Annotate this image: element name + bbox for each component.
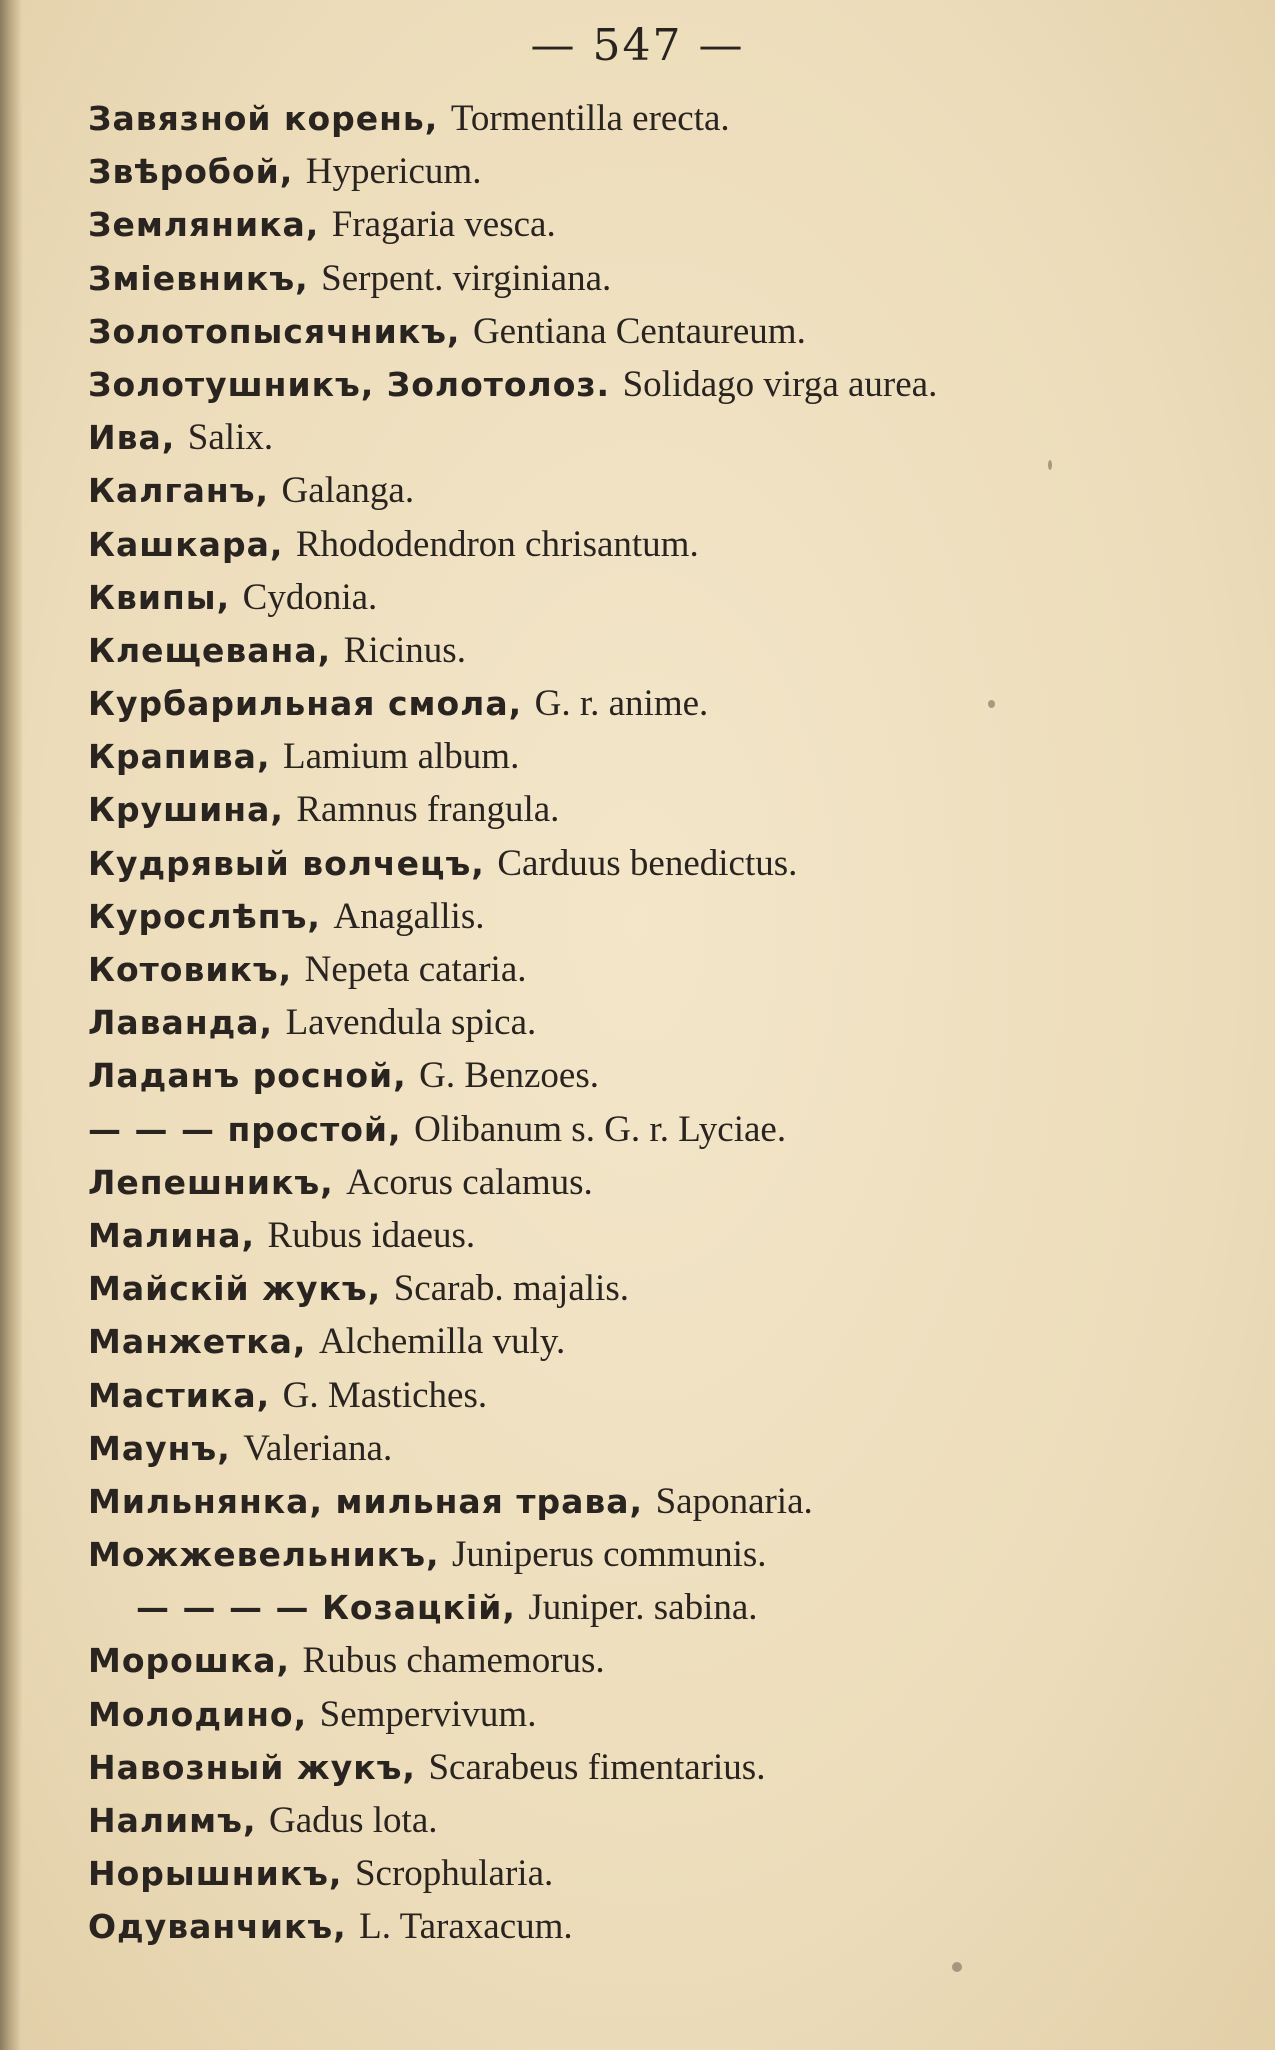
latin-name: Juniper. sabina. xyxy=(528,1587,758,1629)
latin-name: Nepeta cataria. xyxy=(304,949,527,990)
russian-name: — — — — Козацкій, xyxy=(136,1588,529,1628)
latin-name: Anagallis. xyxy=(333,895,485,937)
list-item xyxy=(88,1794,1228,1847)
latin-name: Carduus benedictus. xyxy=(497,842,798,884)
list-item xyxy=(88,1315,1228,1368)
russian-name: Можжевельникъ, xyxy=(88,1535,453,1575)
latin-name: Lavendula spica. xyxy=(285,1002,537,1044)
russian-name: Земляника, xyxy=(88,205,332,245)
list-item xyxy=(88,464,1228,517)
russian-name: Кашкара, xyxy=(88,524,296,564)
russian-name: Лепешникъ, xyxy=(88,1162,347,1202)
latin-name: Ramnus frangula. xyxy=(296,789,560,831)
list-item xyxy=(88,1688,1228,1741)
latin-name: Solidago virga aurea. xyxy=(622,363,938,405)
russian-name: Курбарильная смола, xyxy=(88,684,535,724)
latin-name: Rhododendron chrisantum. xyxy=(295,523,699,565)
list-item xyxy=(88,305,1228,358)
latin-name: Scrophularia. xyxy=(354,1853,554,1895)
russian-name: Лаванда, xyxy=(88,1003,286,1043)
list-item xyxy=(88,252,1228,305)
latin-name: G. r. anime. xyxy=(534,683,709,725)
russian-name: Звѣробой, xyxy=(88,152,306,192)
list-item xyxy=(88,518,1228,571)
list-item xyxy=(88,198,1228,251)
list-item xyxy=(88,1369,1228,1422)
russian-name: Малина, xyxy=(88,1215,268,1255)
page-gutter xyxy=(0,0,22,2050)
russian-name: Мастика, xyxy=(88,1375,283,1415)
latin-name: Rubus idaeus. xyxy=(267,1214,476,1256)
russian-name: — — — простой, xyxy=(88,1109,415,1149)
list-item xyxy=(88,783,1228,836)
latin-name: Sempervivum. xyxy=(319,1693,537,1735)
russian-name: Навозный жукъ, xyxy=(88,1747,429,1787)
russian-name: Клещевана, xyxy=(88,630,344,670)
ink-speck xyxy=(988,700,995,708)
latin-name: Ricinus. xyxy=(343,629,466,671)
list-item xyxy=(88,730,1228,783)
russian-name: Котовикъ, xyxy=(88,950,305,989)
latin-name: Lamium album. xyxy=(282,736,520,778)
list-item xyxy=(88,571,1228,624)
list-item xyxy=(88,1847,1228,1900)
ink-speck xyxy=(1048,460,1052,470)
list-item xyxy=(88,677,1228,730)
russian-name: Крушина, xyxy=(88,790,297,830)
russian-name: Зміевникъ, xyxy=(88,258,322,298)
latin-name: Salix. xyxy=(187,417,274,459)
list-item xyxy=(88,411,1228,464)
russian-name: Кудрявый волчецъ, xyxy=(88,843,498,883)
russian-name: Ива, xyxy=(88,418,188,458)
russian-name: Ладанъ росной, xyxy=(88,1056,420,1096)
list-item xyxy=(88,92,1228,145)
russian-name: Молодино, xyxy=(88,1694,320,1734)
latin-name: G. Mastiches. xyxy=(282,1374,488,1416)
russian-name: Мильнянка, мильная трава, xyxy=(88,1481,656,1521)
list-item xyxy=(88,1422,1228,1475)
list-item xyxy=(88,890,1228,943)
latin-name: Scarab. majalis. xyxy=(393,1268,629,1310)
list-item xyxy=(88,1049,1228,1102)
list-item xyxy=(88,943,1228,996)
list-item xyxy=(88,358,1228,411)
russian-name: Золотушникъ, Золотолоз. xyxy=(88,364,623,404)
ink-speck xyxy=(952,1962,962,1972)
latin-name: Hypericum. xyxy=(305,151,482,193)
latin-name: Tormentilla erecta. xyxy=(450,98,730,139)
latin-name: Gadus lota. xyxy=(268,1800,438,1841)
latin-name: Olibanum s. G. r. Lyciae. xyxy=(414,1108,787,1150)
latin-name: L. Taraxacum. xyxy=(359,1906,573,1948)
list-item xyxy=(88,996,1228,1049)
list-item xyxy=(88,1209,1228,1262)
page-number: — 547 — xyxy=(530,20,745,71)
latin-name: Fragaria vesca. xyxy=(331,204,556,246)
list-item xyxy=(88,1528,1228,1581)
list-item xyxy=(88,1262,1228,1315)
latin-name: Acorus calamus. xyxy=(346,1161,593,1203)
list-item xyxy=(88,1634,1228,1687)
latin-name: G. Benzoes. xyxy=(419,1055,599,1097)
russian-name: Майскій жукъ, xyxy=(88,1269,394,1309)
russian-name: Квипы, xyxy=(88,577,243,617)
russian-name: Крапива, xyxy=(88,737,283,777)
latin-name: Gentiana Centaureum. xyxy=(472,310,806,352)
russian-name: Налимъ, xyxy=(88,1801,269,1840)
list-item xyxy=(88,624,1228,677)
list-item xyxy=(88,1156,1228,1209)
list-item xyxy=(88,1581,1228,1634)
russian-name: Калганъ, xyxy=(88,471,282,511)
russian-name: Морошка, xyxy=(88,1641,303,1681)
russian-name: Одуванчикъ, xyxy=(88,1907,360,1947)
latin-name: Valeriana. xyxy=(243,1427,393,1469)
latin-name: Cydonia. xyxy=(242,576,378,618)
latin-name: Alchemilla vuly. xyxy=(318,1321,566,1363)
list-item xyxy=(88,1475,1228,1528)
list-item xyxy=(88,1103,1228,1156)
russian-name: Завязной корень, xyxy=(88,99,451,138)
list-item xyxy=(88,837,1228,890)
latin-name: Saponaria. xyxy=(655,1480,813,1522)
list-item xyxy=(88,1741,1228,1794)
russian-name: Маунъ, xyxy=(88,1428,244,1468)
latin-name: Rubus chamemorus. xyxy=(302,1640,605,1682)
list-item xyxy=(88,1900,1228,1953)
russian-name: Курослѣпъ, xyxy=(88,896,334,936)
list-item xyxy=(88,145,1228,198)
latin-name: Scarabeus fimentarius. xyxy=(428,1746,766,1788)
latin-name: Galanga. xyxy=(281,470,415,512)
russian-name: Манжетка, xyxy=(88,1322,319,1362)
russian-name: Норышникъ, xyxy=(88,1854,355,1894)
russian-name: Золотопысячникъ, xyxy=(88,311,473,351)
entry-list xyxy=(88,92,1228,1954)
latin-name: Juniperus communis. xyxy=(452,1534,767,1576)
latin-name: Serpent. virginiana. xyxy=(321,257,612,299)
